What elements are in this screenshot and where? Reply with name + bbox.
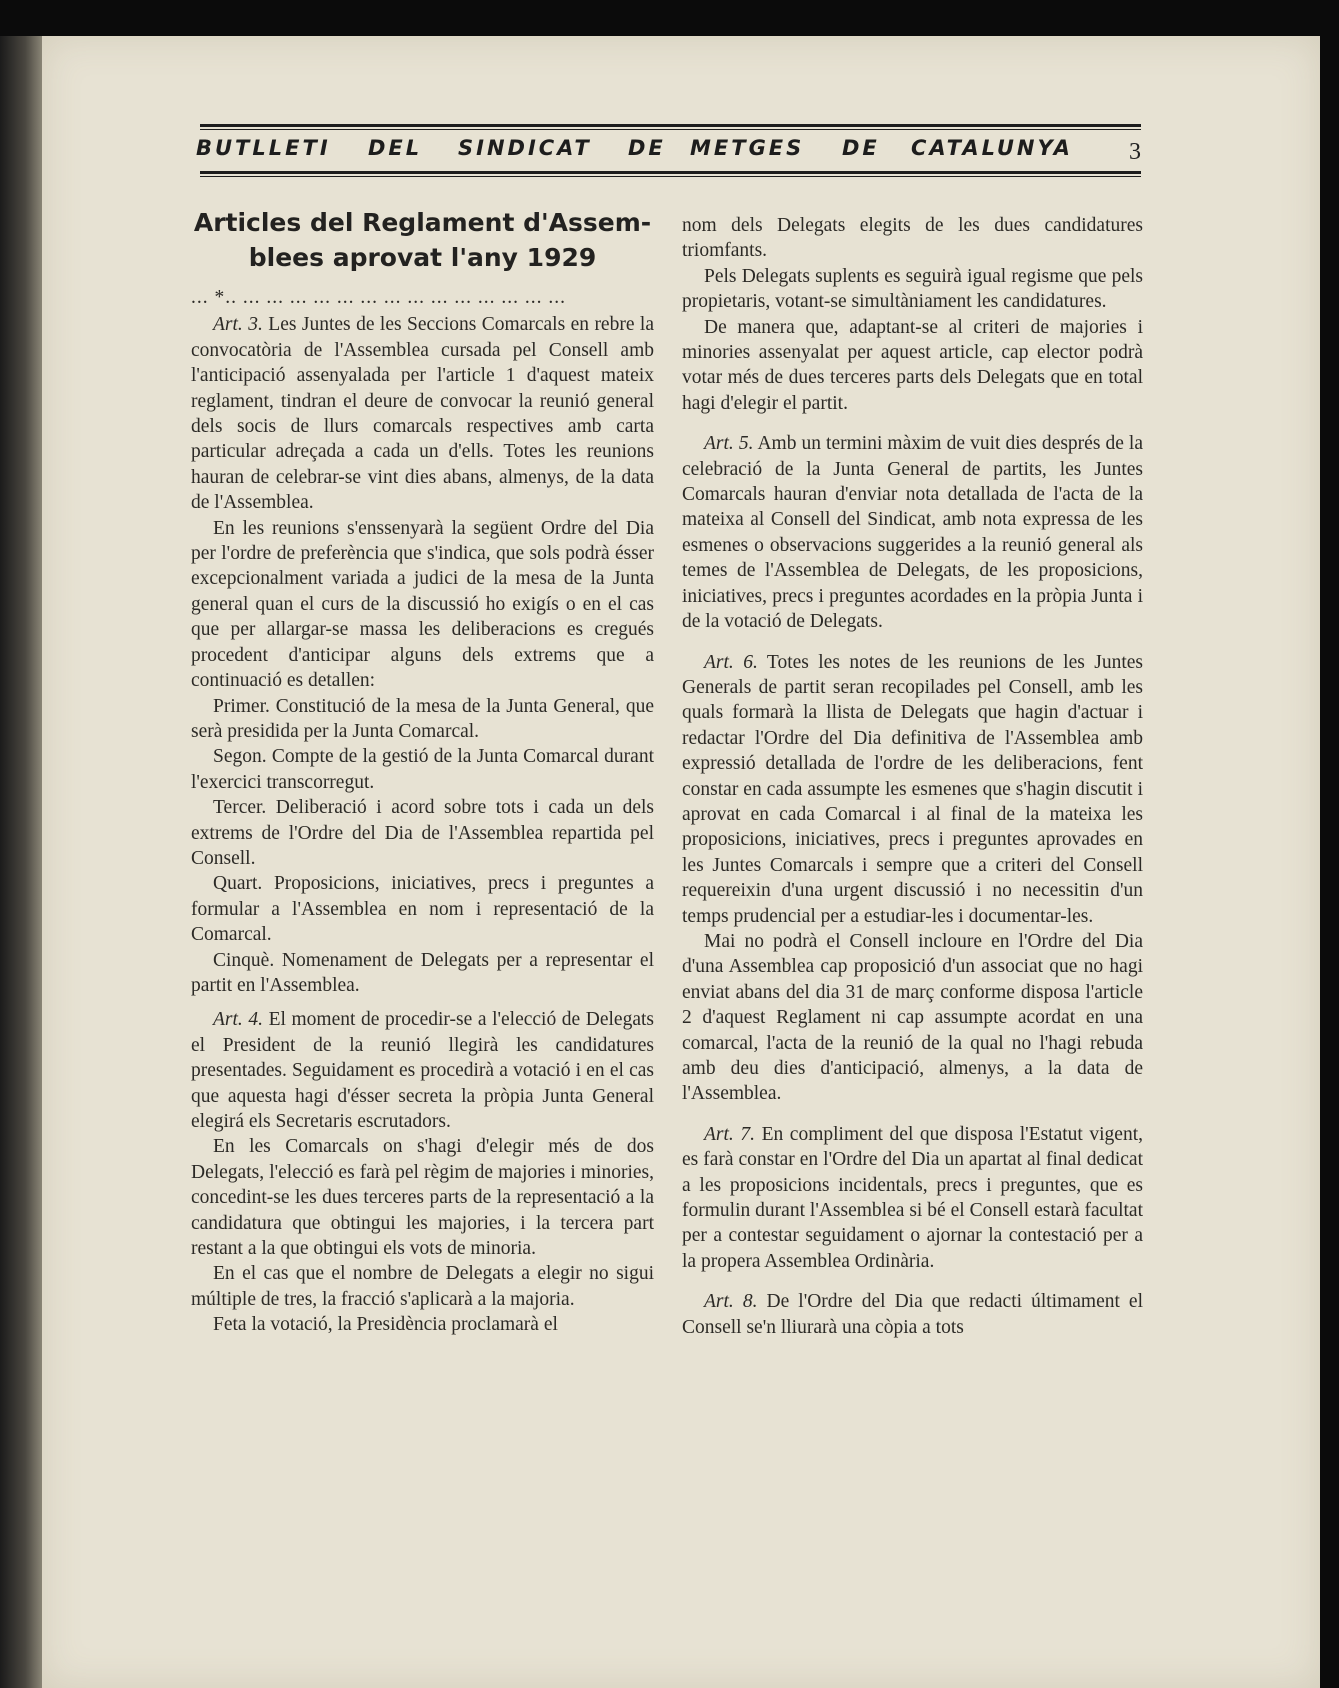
paragraph: En les reunions s'enssenyarà la següent Ordre del Dia per l'ordre de preferència que s'indica, que sols podrà ésser excepcionalment variada a judici de la mesa de la Junta general quan el curs de la discussió ho exigís o en el cas que per allargar-se massa les deliberacions es cregués procedent d'anticipar alguns dels extrems que a continuació es detallen: — [191, 517, 654, 692]
article-title — [191, 205, 654, 275]
header-rule-top-thin — [200, 129, 1141, 130]
header-rule-top — [200, 124, 1141, 127]
paragraph: En el cas que el nombre de Delegats a elegir no sigui múltiple de tres, la fracció s'aplicarà a la majoria. — [191, 1263, 654, 1310]
paragraph — [682, 1289, 1143, 1340]
header-word: DE — [628, 136, 666, 160]
paragraph: En les Comarcals on s'hagi d'elegir més de dos Delegats, l'elecció es farà pel règim de majories i minories, concedint-se les dues terceres parts de la representació a la candidatura que obtingui les majories, i la tercera part restant a la que obtingui els vots de minoria. — [191, 1136, 654, 1260]
right-column — [682, 213, 1143, 1340]
paragraph: Primer. Constitució de la mesa de la Junta General, que serà presidida per la Junta Comarcal. — [191, 695, 654, 742]
paragraph — [191, 312, 654, 515]
header-word: DEL — [368, 136, 423, 160]
paragraph-text: Amb un termini màxim de vuit dies després de la celebració de la Junta General de partits, les Juntes Comarcals hauran d'enviar nota detallada de l'acta de la mateixa al Consell del Sindicat, amb nota expressa de les esmenes o observacions suggerides a la reunió general als temes de l'Assemblea de Delegats, de les proposicions, iniciatives, precs i preguntes acordades en la pròpia Junta i de la votació de Delegats. — [682, 433, 1143, 633]
article-number: Art. 4. — [213, 1009, 263, 1031]
article-number: Art. 5. — [704, 433, 754, 455]
paragraph: Quart. Proposicions, iniciatives, precs i preguntes a formular a l'Assemblea en nom i representació de la Comarcal. — [191, 873, 654, 946]
article-number: Art. 6. — [704, 651, 758, 673]
article-number: Art. 3. — [213, 314, 263, 336]
paragraph: Pels Delegats suplents es seguirà igual regisme que pels propietaris, votant-se simultàniament les candidatures. — [682, 265, 1143, 313]
article-title-line: blees aprovat l'any 1929 — [248, 243, 597, 272]
article-title-line: Articles del Reglament d'Assem- — [193, 208, 652, 237]
header-word: BUTLLETI — [196, 136, 331, 160]
paragraph: Tercer. Deliberació i acord sobre tots i cada un dels extrems de l'Ordre del Dia de l'Assemblea repartida pel Consell. — [191, 797, 654, 869]
paragraph: Segon. Compte de la gestió de la Junta Comarcal durant l'exercici transcorregut. — [191, 746, 654, 793]
header-word: DE — [842, 136, 880, 160]
paragraph — [682, 431, 1143, 634]
page-number: 3 — [1129, 139, 1141, 165]
running-header — [196, 136, 1146, 168]
paragraph: Cinquè. Nomenament de Delegats per a representar el partit en l'Assemblea. — [191, 949, 654, 996]
header-word: CATALUNYA — [911, 136, 1073, 160]
paragraph-text: En compliment del que disposa l'Estatut vigent, es farà constar en l'Ordre del Dia un apartat al final dedicat a les proposicions incidentals, precs i preguntes, que es formulin durant l'Assemblea si bé el Consell estarà facultat per a contestar seguidament o ajornar la contestació per a la propera Assemblea Ordinària. — [682, 1123, 1144, 1272]
paragraph-text: De l'Ordre del Dia que redacti últimament el Consell se'n lliurarà una còpia a tots — [682, 1291, 1144, 1338]
paragraph — [191, 1007, 654, 1134]
paragraph: Mai no podrà el Consell incloure en l'Ordre del Dia d'una Assemblea cap proposició d'un associat que no hagi enviat abans del dia 31 de març conforme disposa l'article 2 d'aquest Reglament ni cap assumpte acordat en una comarcal, l'acta de la reunió de la qual no l'hagi rebuda amb deu dies d'anticipació, almenys, a la data de l'Assemblea. — [682, 930, 1143, 1105]
left-column — [191, 205, 654, 1338]
paragraph — [682, 1122, 1143, 1274]
paragraph-text: El moment de procedir-se a l'elecció de Delegats el President de la reunió llegirà les candidatures presentades. Seguidament es procedirà a votació i en el cas que aquesta hagi d'ésser secreta la pròpia Junta General elegirá els Secretaris escrutadors. — [191, 1009, 654, 1132]
paragraph-text: Totes les notes de les reunions de les Juntes Generals de partit seran recopilades pel Consell, amb les quals formarà la llista de Delegats que hagin d'actuar i redactar l'Ordre del Dia definitiva de l'Assemblea amb expressió detallada de l'ordre de les deliberacions, fent constar en cada assumpte les esmenes que s'hagin discutit i aprovat en cada Comarcal i al final de la mateixa les proposicions, iniciatives, precs i preguntes aprovades en les Juntes Comarcals i sempre que a criteri del Consell requereixin d'una urgent discussió i no necessitin d'un temps prudencial per a estudiar-les i documentar-les. — [682, 651, 1143, 927]
paragraph: nom dels Delegats elegits de les dues candidatures triomfants. — [682, 215, 1143, 262]
paragraph: De manera que, adaptant-se al criteri de majories i minories assenyalat per aquest article, cap elector podrà votar més de dues terceres parts dels Delegats que en total hagi d'elegir el partit. — [682, 316, 1143, 414]
paragraph — [682, 650, 1143, 929]
paragraph-text: Les Juntes de les Seccions Comarcals en rebre la convocatòria de l'Assemblea cursada pel Consell amb l'anticipació assenyalada per l'article 1 d'aquest mateix reglament, tindran el deure de convocar la reunió general dels socis de llurs comarcals respectives amb carta particular adreçada a cada un d'ells. Totes les reunions hauran de celebrar-se vint dies abans, almenys, de la data de l'Assemblea. — [191, 314, 654, 514]
header-rule-bottom — [200, 171, 1141, 174]
paragraph: Feta la votació, la Presidència proclamarà el — [213, 1314, 558, 1336]
header-rule-bottom-thin — [200, 176, 1141, 177]
scan-left-edge — [0, 36, 42, 1688]
header-word: METGES — [690, 136, 805, 160]
article-number: Art. 7. — [704, 1123, 755, 1145]
ellipsis-separator: ... *.. ... ... ... ... ... ... ... ... ... ... ... ... ... ... — [191, 287, 566, 308]
article-number: Art. 8. — [704, 1291, 758, 1313]
header-word: SINDICAT — [458, 136, 592, 160]
